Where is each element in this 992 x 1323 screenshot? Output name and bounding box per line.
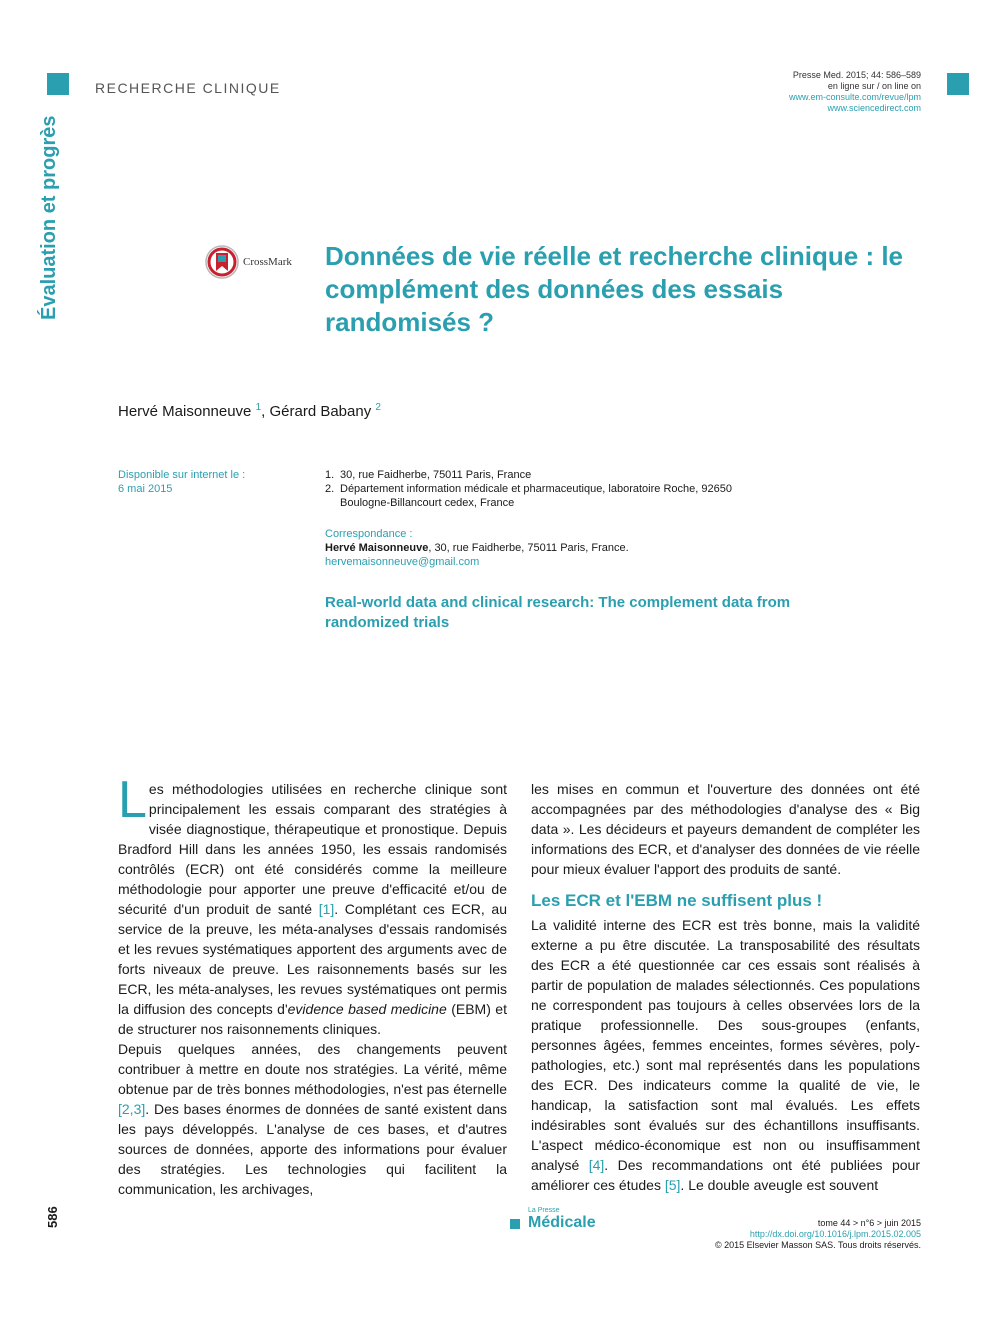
paragraph-text: . Complétant ces ECR, au service de la preuve, les méta-analyses d'essais randomisés et les revues systématiques apportent des arguments avec de forts niveaux de preuve. Les raisonnements basés sur les ECR, les méta-analyses, les revues systématiques ont permis la diffusion des concepts d': [118, 901, 507, 1017]
article-title: Données de vie réelle et recherche clinique : le complément des données des essais randomisés ?: [325, 241, 904, 337]
crossmark-icon: [205, 245, 239, 279]
author-2: Gérard Babany: [269, 403, 372, 420]
availability: [118, 468, 245, 496]
author-1: Hervé Maisonneuve: [118, 403, 252, 420]
doi-link[interactable]: http://dx.doi.org/10.1016/j.lpm.2015.02.005: [749, 1229, 921, 1239]
paragraph-text: La validité interne des ECR est très bonne, mais la validité externe a pu être discutée. La transposabilité des résultats des ECR a été questionnée car ces essais sont réalisés à partir de population de malades sélectionnés. Ces populations ne correspondent pas toujours à celles observées lors de la pratique professionnelle. Des sous-groupes (enfants, personnes âgées, femmes enceintes, formes sévères, poly-pathologies, etc.) sont mal représentés dans les populations des ECR. Des indicateurs comme la qualité de vie, le handicap, la satisfaction sont mal évalués. Les effets indésirables sont évalués sur des échantillons insuffisants. L'aspect médico-économique est non ou insuffisamment analysé: [531, 917, 920, 1173]
correspondence-address-line: [325, 541, 629, 555]
em-consulte-link[interactable]: www.em-consulte.com/revue/lpm: [788, 92, 921, 102]
section-label: RECHERCHE CLINIQUE: [95, 80, 281, 96]
authors: [118, 402, 381, 420]
english-title: Real-world data and clinical research: The complement data from randomized trials: [325, 594, 791, 631]
corner-square-right: [947, 73, 969, 95]
reference-link[interactable]: [1]: [318, 901, 335, 917]
copyright: © 2015 Elsevier Masson SAS. Tous droits réservés.: [714, 1240, 921, 1250]
paragraph: [118, 1039, 507, 1199]
author-2-affiliation[interactable]: 2: [375, 402, 381, 413]
reference-link[interactable]: [4]: [588, 1157, 605, 1173]
issue-info: tome 44 > n°6 > juin 2015: [817, 1218, 921, 1228]
crossmark-label: CrossMark: [243, 256, 292, 268]
affiliations-list: [325, 468, 765, 510]
paragraph: [118, 771, 507, 1039]
journal-logo: [510, 1207, 596, 1232]
affiliation-text: 30, rue Faidherbe, 75011 Paris, France: [340, 469, 532, 481]
logo-square: [510, 1219, 520, 1229]
affiliation-text: Département information médicale et pharmaceutique, laboratoire Roche, 92650 Boulogne-Billancourt cedex, France: [340, 483, 732, 509]
logo-big-text: Médicale: [528, 1214, 596, 1231]
paragraph: [531, 915, 920, 1195]
paragraph-text: . Le double aveugle est souvent: [680, 1177, 879, 1193]
body-column-left: [118, 771, 507, 1199]
journal-citation: Presse Med. 2015; 44: 586–589: [792, 70, 921, 80]
paragraph-text: es méthodologies utilisées en recherche clinique sont principalement les essais comparant des stratégies à visée diagnostique, thérapeutique et pronostique. Depuis Bradford Hill dans les années 1950, les essais randomisés contrôlés (ECR) ont été considérés comme la meilleure méthodologie pour apporter une preuve d'efficacité et/ou de sécurité d'un produit de santé: [118, 781, 507, 917]
page-number: 586: [45, 1206, 60, 1228]
reference-link[interactable]: [5]: [664, 1177, 681, 1193]
paragraph-text: (EBM) et de structurer nos raisonnements cliniques.: [118, 1001, 507, 1037]
author-separator: ,: [261, 403, 270, 420]
reference-link[interactable]: [2,3]: [118, 1101, 146, 1117]
affiliation-item: [325, 482, 765, 510]
journal-reference: [789, 70, 921, 114]
footer-info: [715, 1218, 921, 1251]
availability-date: 6 mai 2015: [118, 483, 173, 495]
side-title: Évaluation et progrès: [38, 115, 60, 320]
affiliation-item: [325, 468, 765, 482]
logo-small-text: La Presse: [528, 1207, 560, 1214]
paragraph-text: . Des bases énormes de données de santé existent dans les pays développés. L'analyse de ces bases, et d'autres sources de données, apporte des informations pour évaluer des stratégies. Les technologies qui facilitent la communication, les archivages,: [118, 1101, 507, 1197]
correspondence-email[interactable]: hervemaisonneuve@gmail.com: [325, 556, 480, 568]
crossmark-badge[interactable]: [205, 245, 292, 279]
correspondence-heading: Correspondance :: [325, 528, 413, 540]
logo-text: [528, 1207, 596, 1232]
corner-square-left: [47, 73, 69, 95]
paragraph-text: Depuis quelques années, des changements peuvent contribuer à mettre en doute nos stratégies. La vérité, même obtenue par de très bonnes méthodologies, n'est pas éternelle: [118, 1041, 507, 1097]
section-heading: Les ECR et l'EBM ne suffisent plus !: [531, 891, 823, 910]
availability-label: Disponible sur internet le :: [118, 469, 246, 481]
correspondence-name: Hervé Maisonneuve: [325, 542, 429, 554]
paragraph-italic: evidence based medicine: [287, 1001, 447, 1017]
correspondence-address: , 30, rue Faidherbe, 75011 Paris, France.: [428, 542, 629, 554]
paragraph: les mises en commun et l'ouverture des données ont été accompagnées par des méthodologies d'analyse des « Big data ». Les décideurs et payeurs demandent de compléter les informations des ECR, et d'analyser des données de vie réelle pour mieux évaluer l'apport des produits de santé.: [531, 781, 920, 877]
affiliation-number: 2.: [325, 483, 335, 495]
sciencedirect-link[interactable]: www.sciencedirect.com: [827, 103, 921, 113]
affiliation-number: 1.: [325, 469, 335, 481]
correspondence: [325, 527, 629, 569]
paragraph-text: . Des recommandations ont été publiées pour améliorer ces études: [531, 1157, 920, 1193]
body-column-right: [531, 779, 920, 1195]
author-1-affiliation[interactable]: 1: [255, 402, 262, 413]
online-label: en ligne sur / on line on: [827, 81, 921, 91]
drop-cap: L: [118, 771, 147, 829]
